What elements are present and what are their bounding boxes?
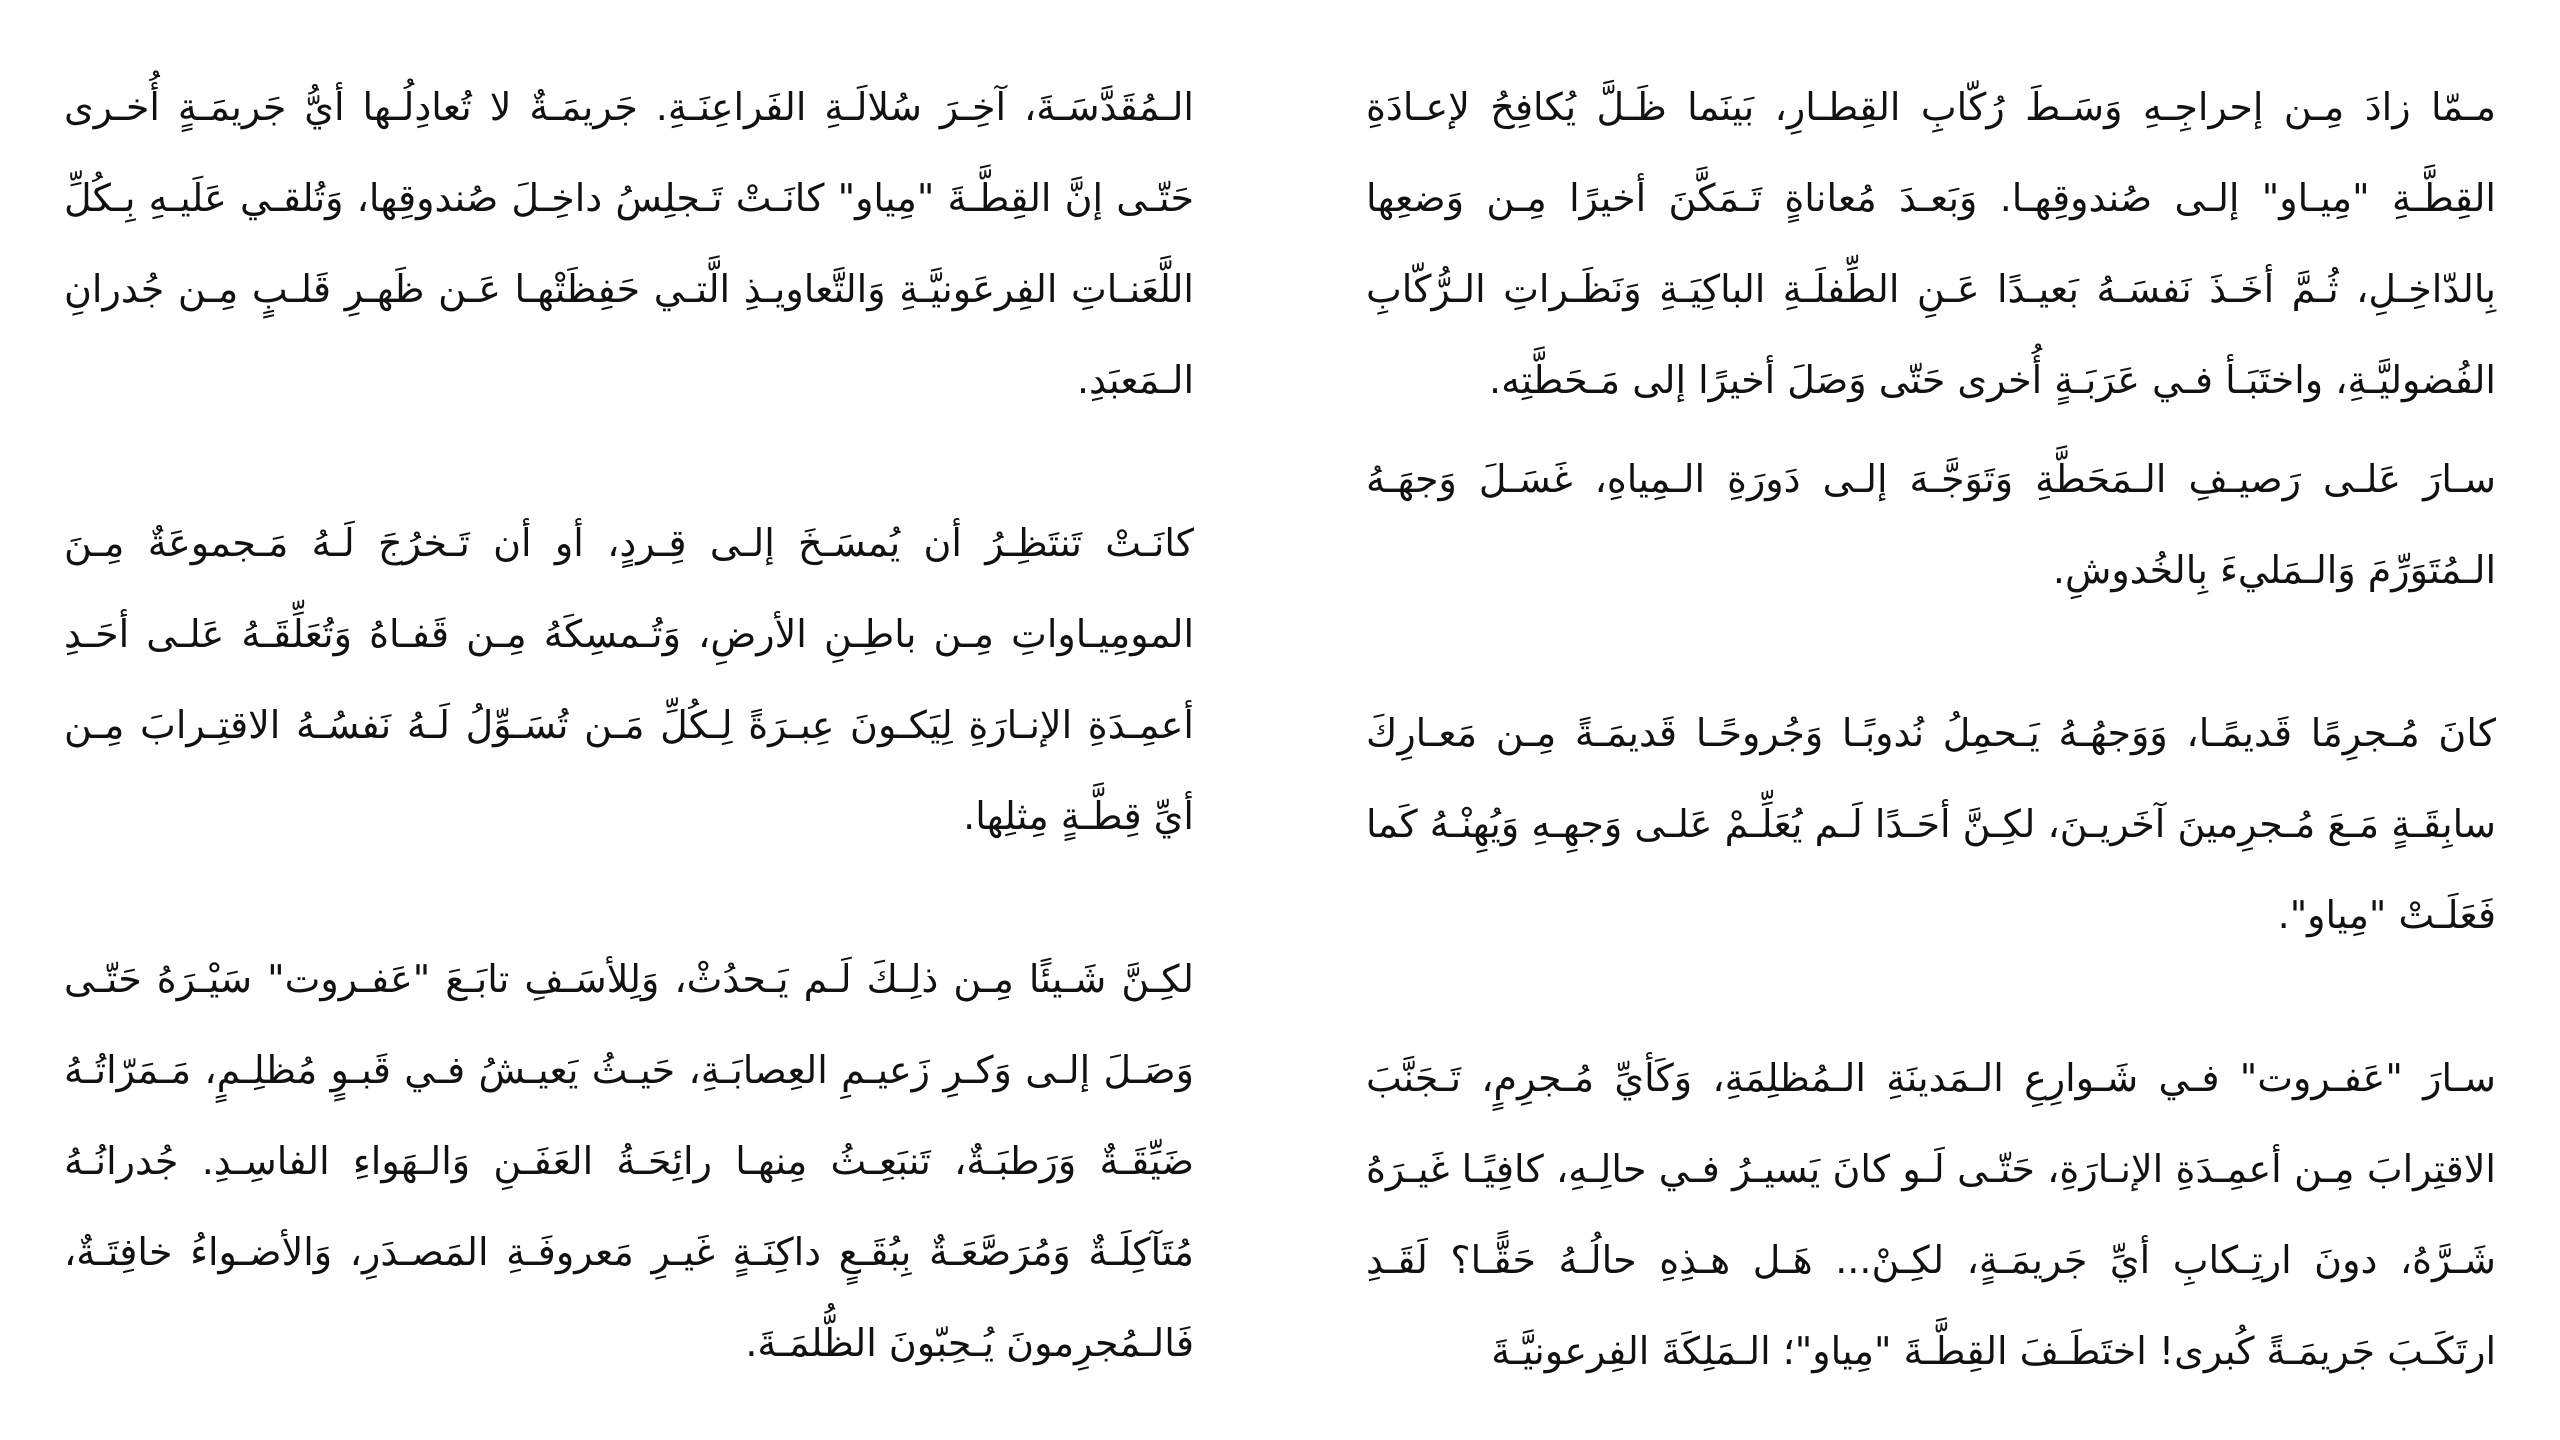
left-text-column bbox=[64, 62, 1194, 1389]
right-text-column bbox=[1366, 62, 2496, 1397]
paragraph-train-escape: مـمّا زادَ مِـن إحراجِـهِ وَسَـطَ رُكّابِ القِطـارِ، بَينَما ظَـلَّ يُكافِحُ لإعـادَةِ القِطَّـةِ "مِيـاو" إلـى صُندوقِهـا. وَبَعـدَ مُعاناةٍ تَـمَكَّنَ أخيرًا مِـن وَضعِها بِالدّاخِـلِ، ثُـمَّ أخَـذَ نَفسَـهُ بَعيـدًا عَـنِ الطِّفلَـةِ الباكِيَـةِ وَنَظَـراتِ الـرُّكّابِ الفُضوليَّـةِ، واختَبَـأ فـي عَرَبَـةٍ أُخرى حَتّى وَصَلَ أخيرًا إلى مَـحَطَّتِه. bbox=[1366, 85, 2496, 402]
paragraph-sacred-queen: الـمُقَدَّسَـةَ، آخِـرَ سُلالَـةِ الفَراعِنَـةِ. جَريمَـةٌ لا تُعادِلُـها أيُّ جَريمَـةٍ أُخـرى حَتّـى إنَّ القِطَّـةَ "مِياو" كانَـتْ تَـجلِسُ داخِـلَ صُندوقِها، وَتُلقـي عَلَيـهِ بِـكُلِّ اللَّعَنـاتِ الفِرعَونيَّـةِ وَالتَّعاويـذِ الَّتـي حَفِظَتْهـا عَـن ظَهـرِ قَلـبٍ مِـن جُدرانِ الـمَعبَدِ. bbox=[64, 85, 1194, 402]
paragraph-curse-expectation: كانَـتْ تَنتَظِـرُ أن يُمسَـخَ إلـى قِـردٍ، أو أن تَـخرُجَ لَـهُ مَـجموعَةٌ مِـنَ المومِيـاواتِ مِـن باطِـنِ الأرضِ، وَتُـمسِكَهُ مِـن قَفـاهُ وَتُعَلِّقَـهُ عَلـى أحَـدِ أعمِـدَةِ الإنـارَةِ لِيَكـونَ عِبـرَةً لِـكُلِّ مَـن تُسَـوِّلُ لَـهُ نَفسُـهُ الاقتِـرابَ مِـن أيِّ قِطَّـةٍ مِثلِها. bbox=[64, 521, 1194, 838]
paragraph-old-criminal: كانَ مُـجرِمًا قَديمًـا، وَوَجهُـهُ يَـحمِلُ نُدوبًـا وَجُروحًـا قَديمَـةً مِـن مَعـارِكَ سابِقَـةٍ مَـعَ مُـجرِمينَ آخَريـنَ، لكِـنَّ أحَـدًا لَـم يُعَلِّـمْ عَلـى وَجهِـهِ وَيُهِنْـهُ كَما فَعَلَـتْ "مِياو". bbox=[1366, 711, 2496, 937]
paragraph-gang-hideout: لكِـنَّ شَـيئًا مِـن ذلِـكَ لَـم يَـحدُثْ، وَلِلأسَـفِ تابَـعَ "عَفـروت" سَيْـرَهُ حَتّـى وَصَـلَ إلـى وَكـرِ زَعيـمِ العِصابَـةِ، حَيـثُ يَعيـشُ فـي قَبـوٍ مُظلِـمٍ، مَـمَرّاتُـهُ ضَيِّقَـةٌ وَرَطبَـةٌ، تَنبَعِـثُ مِنهـا رائِحَـةُ العَفَـنِ وَالـهَواءِ الفاسِـدِ. جُدرانُـهُ مُتَآكِلَـةٌ وَمُرَصَّعَـةٌ بِبُقَـعٍ داكِنَـةٍ غَيـرِ مَعروفَـةِ المَصـدَرِ، وَالأضـواءُ خافِتَـةٌ، فَالـمُجرِمونَ يُـحِبّونَ الظُّلمَـةَ. bbox=[64, 957, 1194, 1365]
paragraph-station-washroom: سـارَ عَلـى رَصيـفِ الـمَحَطَّةِ وَتَوَجَّـهَ إلـى دَورَةِ الـمِياهِ، غَسَـلَ وَجهَـهُ الـمُتَوَرِّمَ وَالـمَليءَ بِالخُدوشِ. bbox=[1366, 457, 2496, 592]
paragraph-dark-streets: سـارَ "عَفـروت" فـي شَـوارِعِ الـمَدينَةِ الـمُظلِمَةِ، وَكَأيِّ مُـجرِمٍ، تَـجَنَّبَ الاقتِرابَ مِـن أعمِـدَةِ الإنـارَةِ، حَتّـى لَـو كانَ يَسيـرُ فـي حالِـهِ، كافِيًـا غَيـرَهُ شَـرَّهُ، دونَ ارتِـكابِ أيِّ جَريمَـةٍ، لكِـنْ... هَـل هـذِهِ حالُـهُ حَقًّـا؟ لَقَـدِ ارتَكَـبَ جَريمَـةً كُبرى! اختَطَـفَ القِطَّـةَ "مِياو"؛ الـمَلِكَةَ الفِرعونيَّـةَ bbox=[1366, 1056, 2496, 1373]
